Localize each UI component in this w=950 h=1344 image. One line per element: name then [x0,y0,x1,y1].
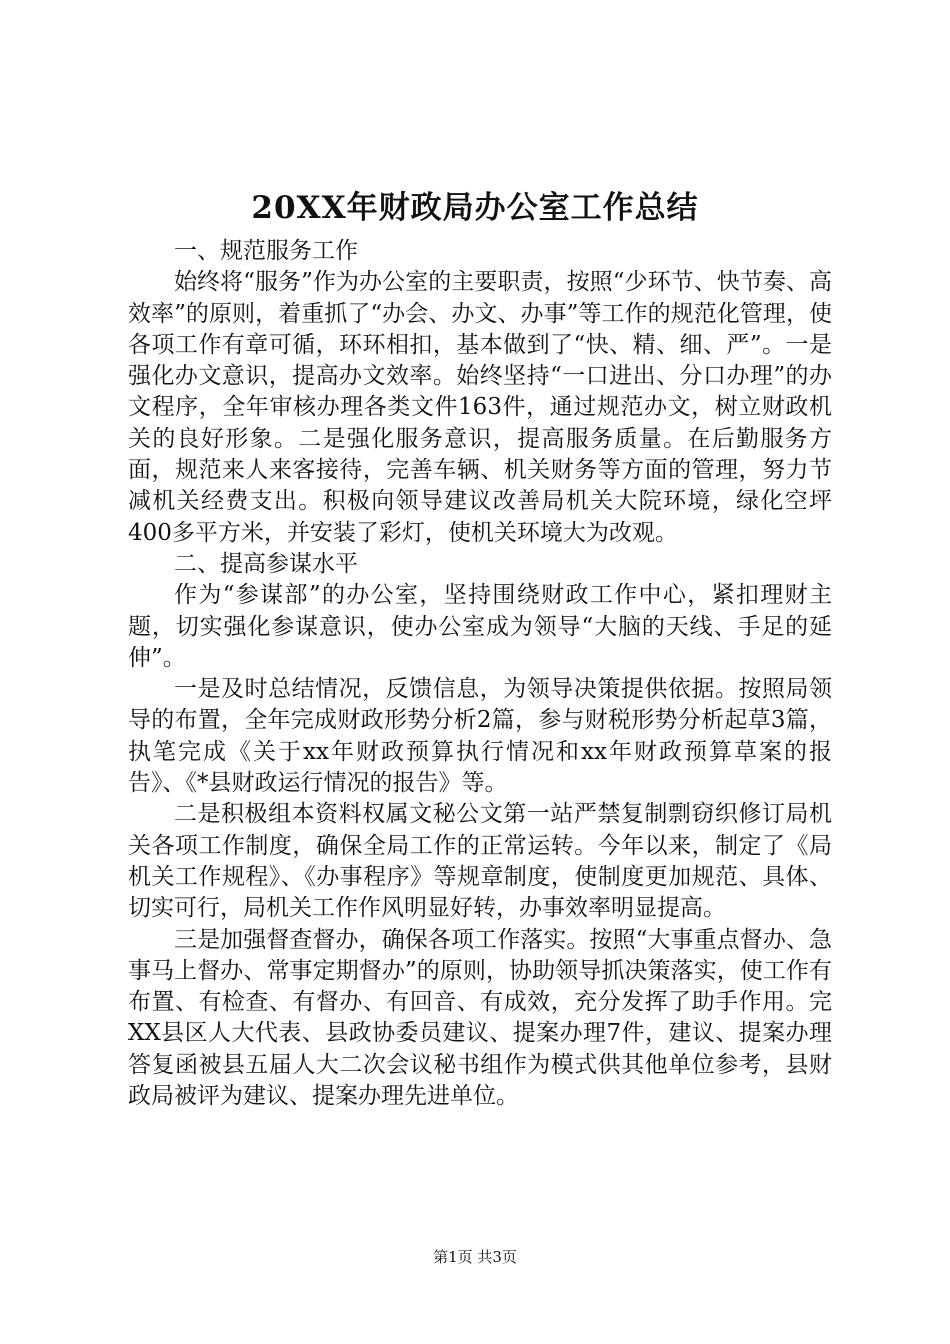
section-heading-1: 一、规范服务工作 [174,238,358,264]
page-footer: 第1页 共3页 [433,1248,517,1266]
paragraph-3: 一是及时总结情况，反馈信息，为领导决策提供依据。按照局领导的布置，全年完成财政形势分析2篇，参与财税形势分析起草3篇，执笔完成《关于xx年财政预算执行情况和xx年财政预算草案的报告》、《*县财政运行情况的报告》等。 [128,676,832,797]
section-heading-2: 二、提高参谋水平 [174,550,358,577]
paragraph-4: 二是积极组本资料权属文秘公文第一站严禁复制剽窃织修订局机关各项工作制度，确保全局工作的正常运转。今年以来，制定了《局机关工作规程》、《办事程序》等规章制度，使制度更加规范、具体、切实可行，局机关工作作风明显好转，办事效率明显提高。 [128,801,832,922]
paragraph-1: 始终将“服务”作为办公室的主要职责，按照“少环节、快节奏、高效率”的原则，着重抓了“办会、办文、办事”等工作的规范化管理，使各项工作有章可循，环环相扣，基本做到了“快、精、细、严”。一是强化办文意识，提高办文效率。始终坚持“一口进出、分口办理”的办文程序，全年审核办理各类文件163件，通过规范办文，树立财政机关的良好形象。二是强化服务意识，提高服务质量。在后勤服务方面，规范来人来客接待，完善车辆、机关财务等方面的管理，努力节减机关经费支出。积极向领导建议改善局机关大院环境，绿化空坪400多平方米，并安装了彩灯，使机关环境大为改观。 [128,269,832,546]
document-title: 20XX年财政局办公室工作总结 [251,190,699,226]
paragraph-2: 作为“参谋部”的办公室，坚持围绕财政工作中心，紧扣理财主题，切实强化参谋意识，使办公室成为领导“大脑的天线、手足的延伸”。 [128,582,832,671]
document-body [128,236,832,1112]
paragraph-5: 三是加强督查督办，确保各项工作落实。按照“大事重点督办、急事马上督办、常事定期督办”的原则，协助领导抓决策落实，使工作有布置、有检查、有督办、有回音、有成效，充分发挥了助手作用。完XX县区人大代表、县政协委员建议、提案办理7件，建议、提案办理答复函被县五届人大二次会议秘书组作为模式供其他单位参考，县财政局被评为建议、提案办理先进单位。 [128,926,832,1110]
